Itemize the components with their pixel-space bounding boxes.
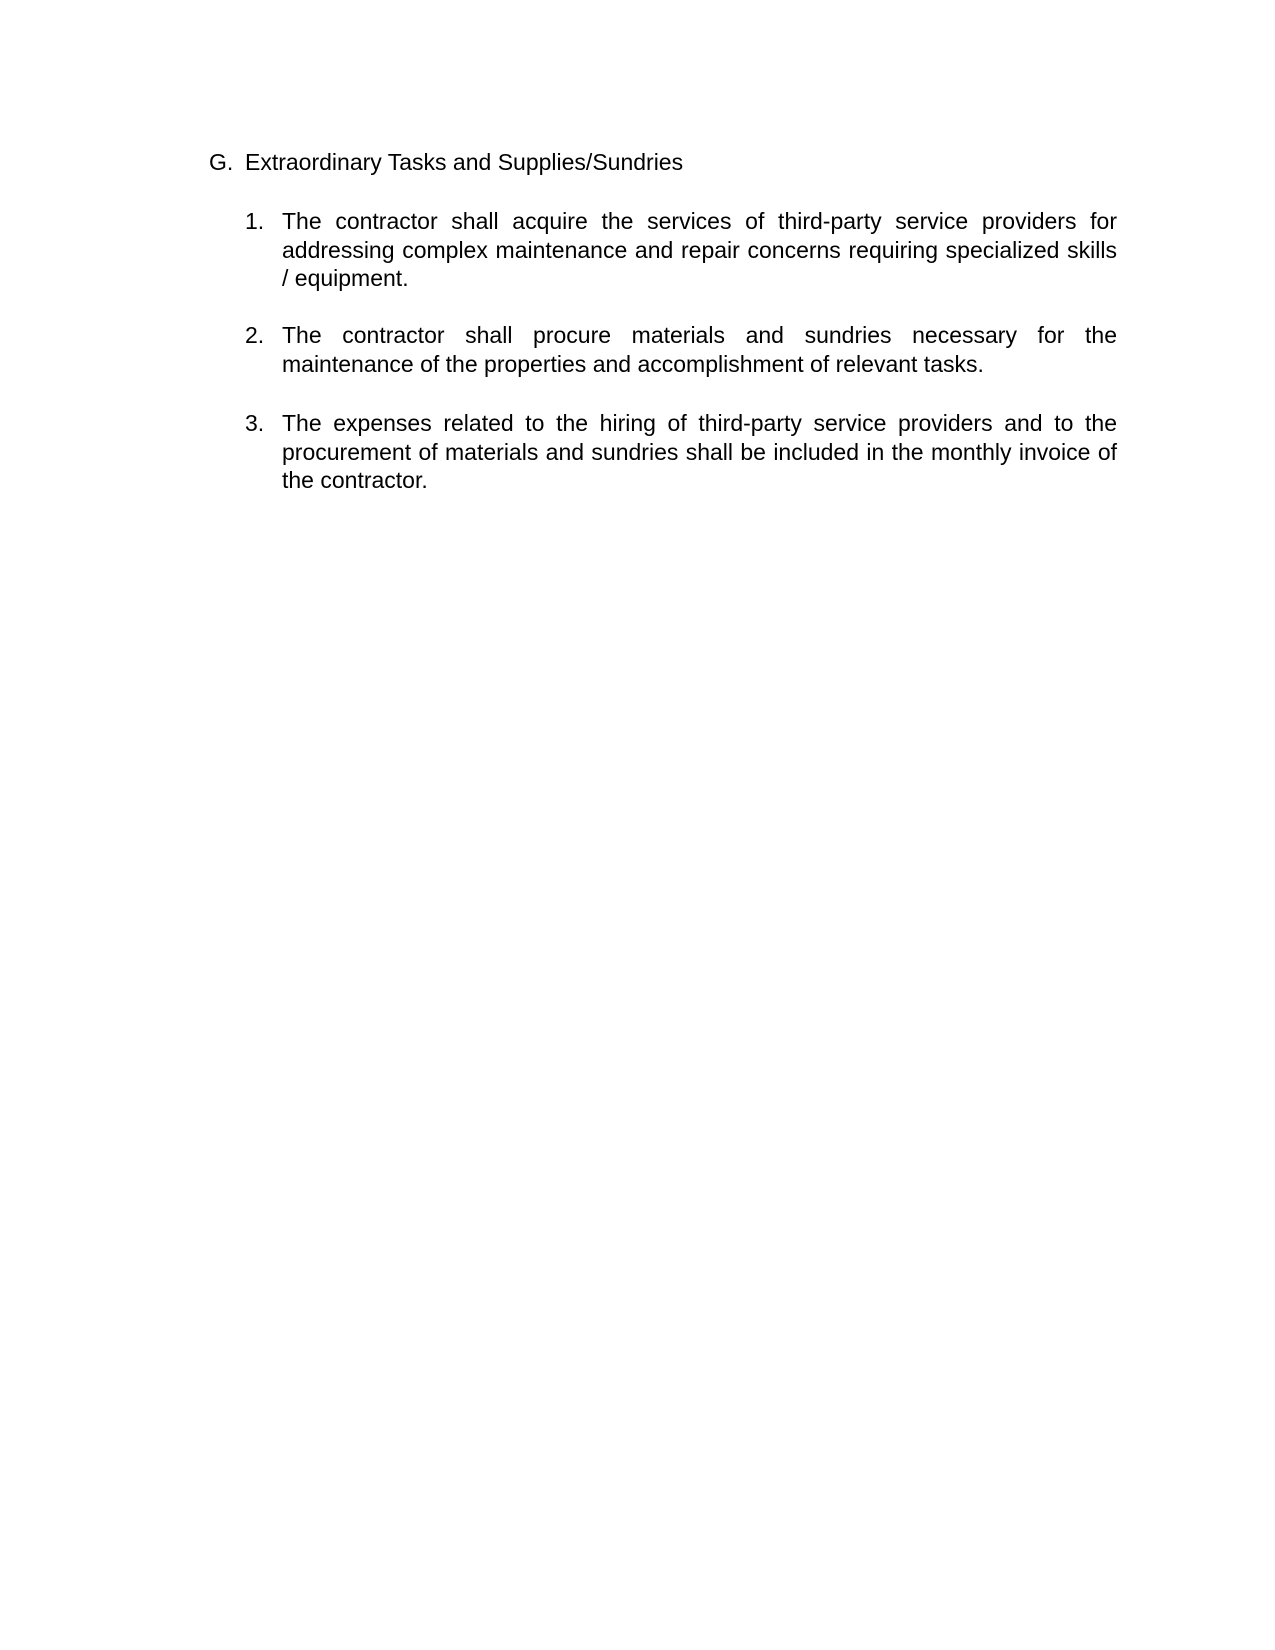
section-letter: G. xyxy=(209,149,234,175)
list-item-text: The expenses related to the hiring of third-party service providers and to the procurement of materials and sundries shall be included in the monthly invoice of the contractor. xyxy=(282,410,1117,493)
list-item-number: 3. xyxy=(245,410,265,436)
list-item xyxy=(245,409,1117,495)
list-item xyxy=(245,207,1117,293)
list-item-text: The contractor shall acquire the services of third-party service providers for addressing complex maintenance and repair concerns requiring specialized skills / equipment. xyxy=(282,208,1117,291)
section-title: Extraordinary Tasks and Supplies/Sundries xyxy=(245,149,684,175)
list-item xyxy=(245,321,1117,378)
list-item-number: 1. xyxy=(245,208,265,234)
list-item-text: The contractor shall procure materials and sundries necessary for the maintenance of the properties and accomplishment of relevant tasks. xyxy=(282,322,1117,377)
section-heading xyxy=(209,148,683,176)
list-item-number: 2. xyxy=(245,322,265,348)
